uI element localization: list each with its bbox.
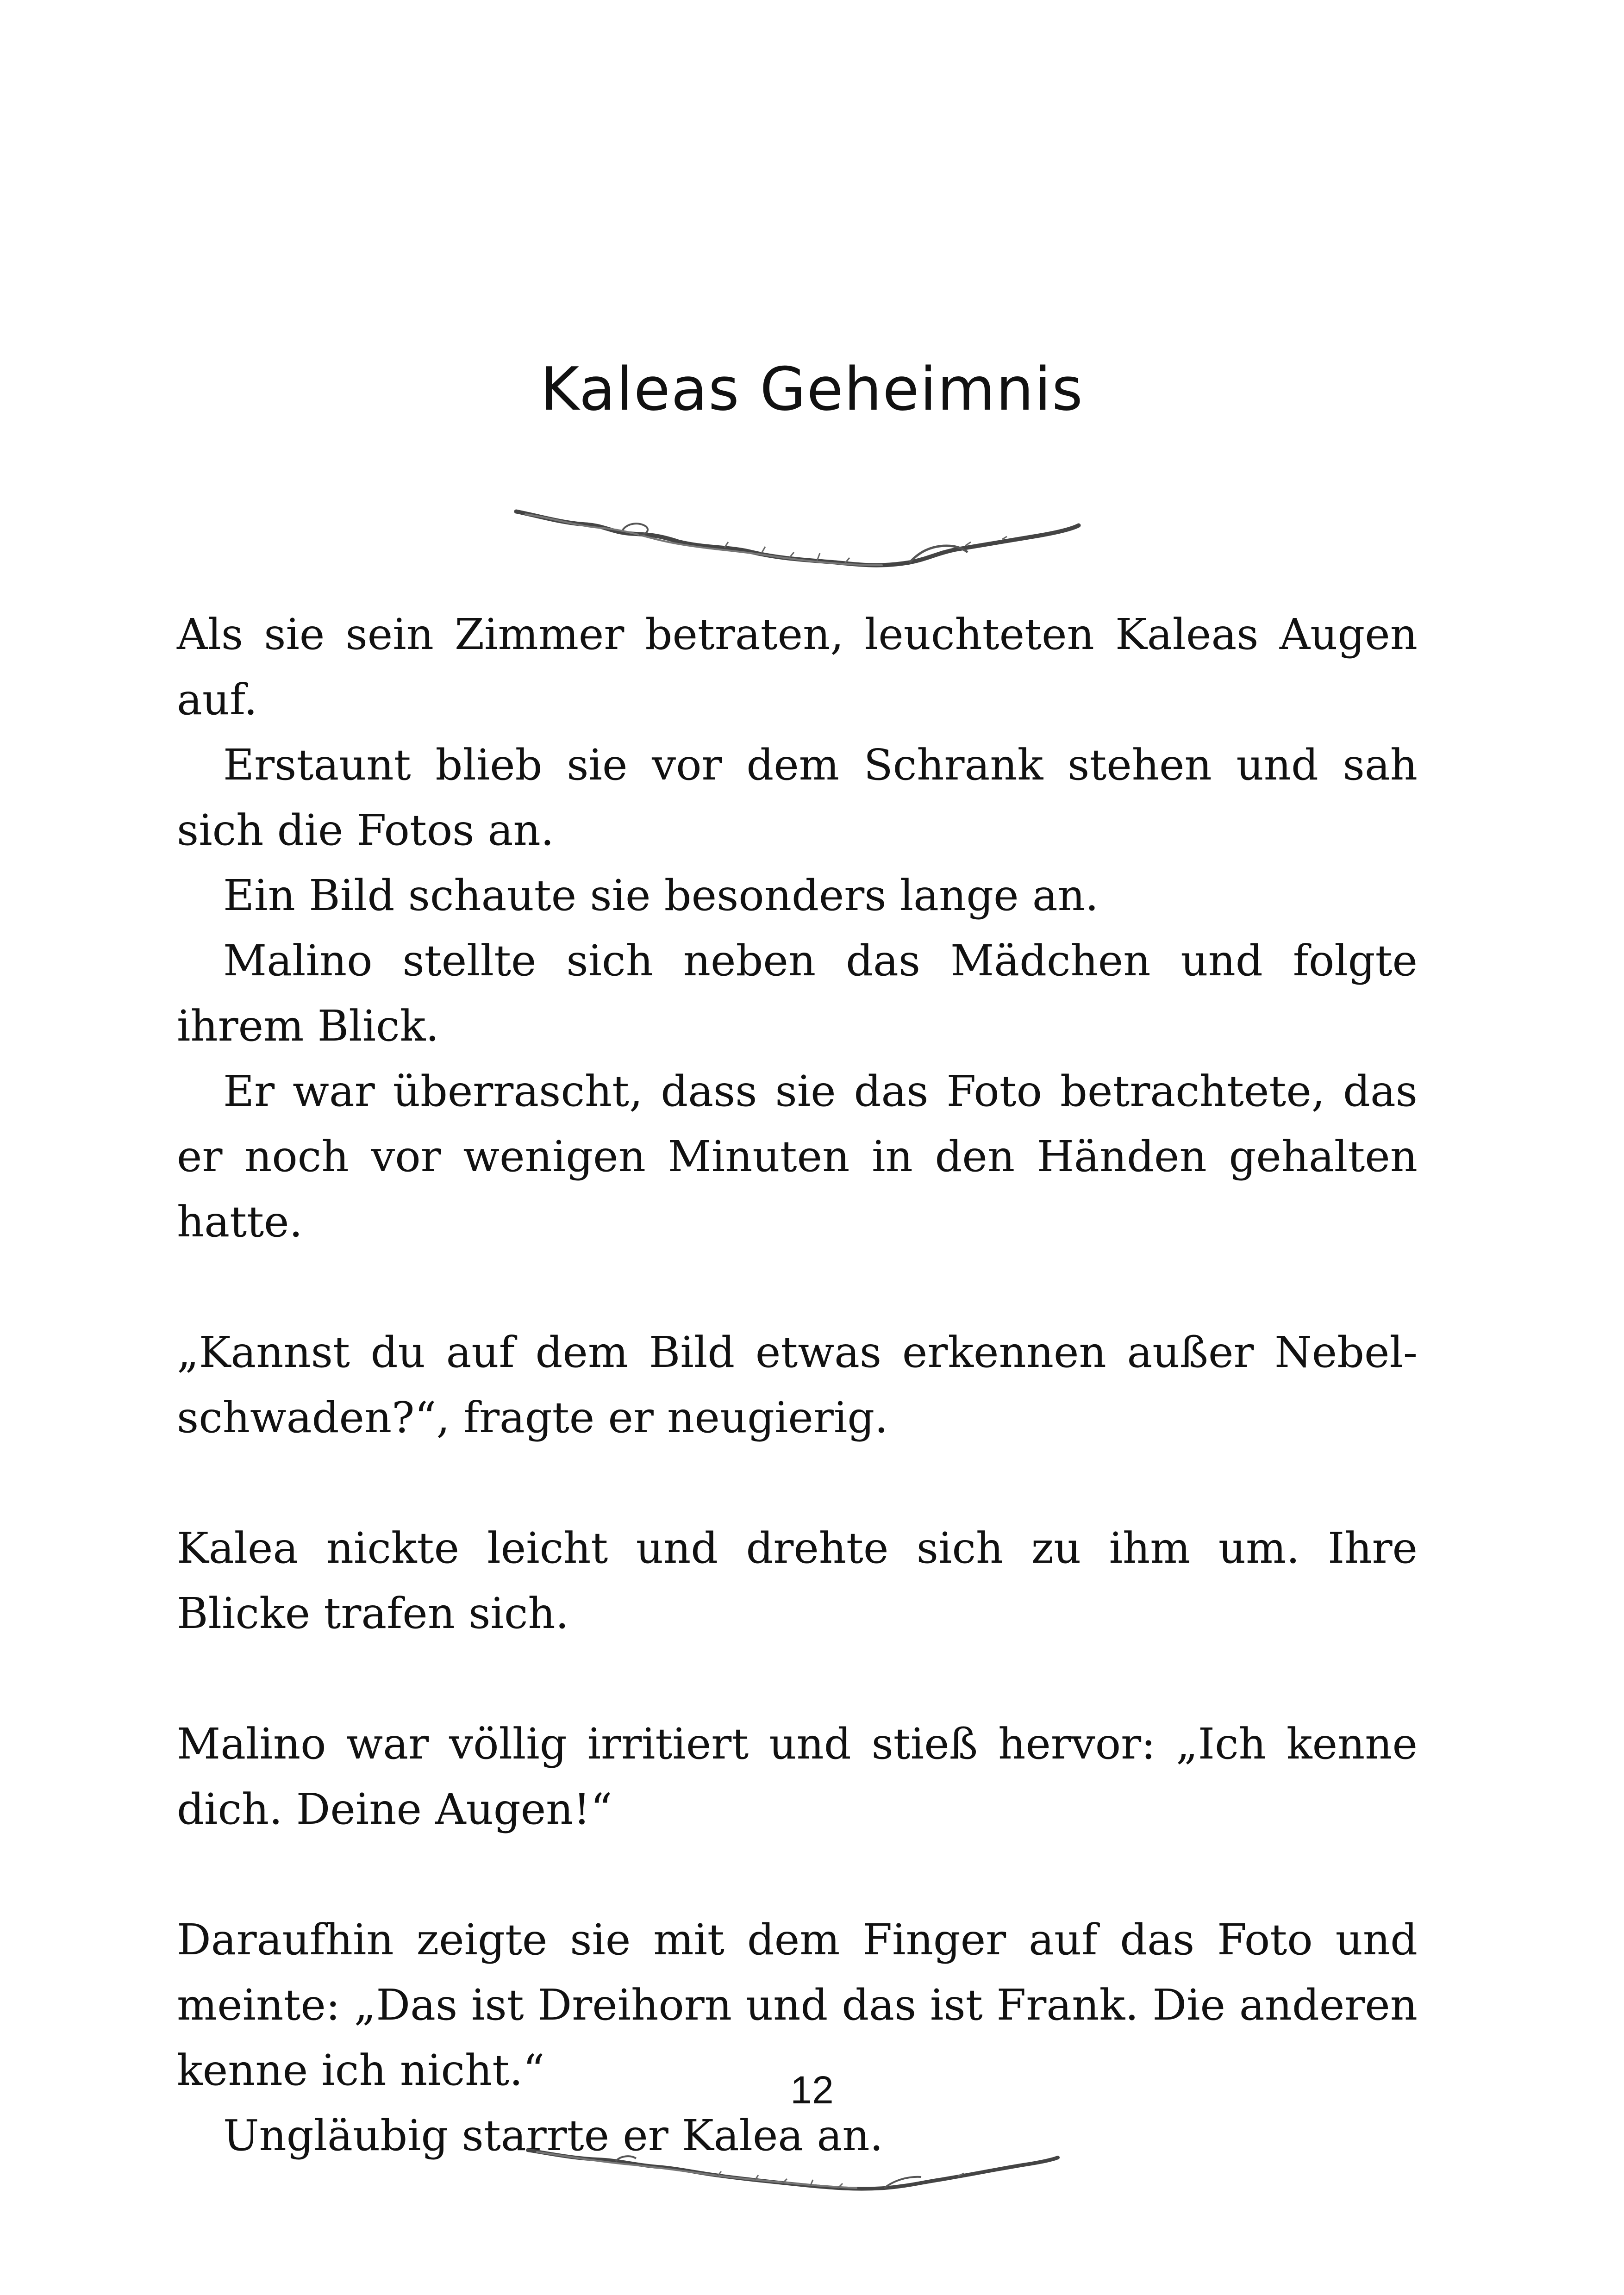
paragraph: Daraufhin zeigte sie mit dem Finger auf das Foto und meinte: „Das ist Dreihorn und das ist Frank. Die anderen kenne ich nicht.“: [177, 1915, 1418, 2095]
paragraph-spacer: [177, 1646, 1418, 1711]
paragraph: Kalea nickte leicht und drehte sich zu ihm um. Ihre Blicke trafen sich.: [177, 1523, 1418, 1638]
paragraph: Malino stellte sich neben das Mädchen und folgte ihrem Blick.: [177, 936, 1418, 1051]
paragraph: Ungläubig starrte er Kalea an.: [223, 2111, 883, 2160]
vine-branch-ornament-icon: [512, 498, 1081, 581]
paragraph-spacer: [177, 1254, 1418, 1320]
story-text: [177, 602, 1418, 2168]
paragraph: Malino war völlig irritiert und stieß hervor: „Ich kenne dich. Deine Augen!“: [177, 1719, 1418, 1834]
paragraph: Erstaunt blieb sie vor dem Schrank stehen und sah sich die Fotos an.: [177, 740, 1418, 855]
paragraph-spacer: [177, 1450, 1418, 1515]
paragraph-spacer: [177, 1842, 1418, 1907]
paragraph: Er war überrascht, dass sie das Foto betrachtete, das er noch vor wenigen Minuten in den Händen gehalten hatte.: [177, 1066, 1418, 1247]
paragraph: Ein Bild schaute sie besonders lange an.: [223, 871, 1099, 920]
vine-branch-ornament-icon: [523, 2136, 1060, 2206]
chapter-title: Kaleas Geheimnis: [540, 355, 1084, 424]
page-number: 12: [790, 2068, 834, 2112]
paragraph: „Kannst du auf dem Bild etwas erkennen außer Nebelschwaden?“, fragte er neugierig.: [177, 1328, 1418, 1442]
paragraph: Als sie sein Zimmer betraten, leuchteten Kaleas Augen auf.: [177, 610, 1418, 724]
